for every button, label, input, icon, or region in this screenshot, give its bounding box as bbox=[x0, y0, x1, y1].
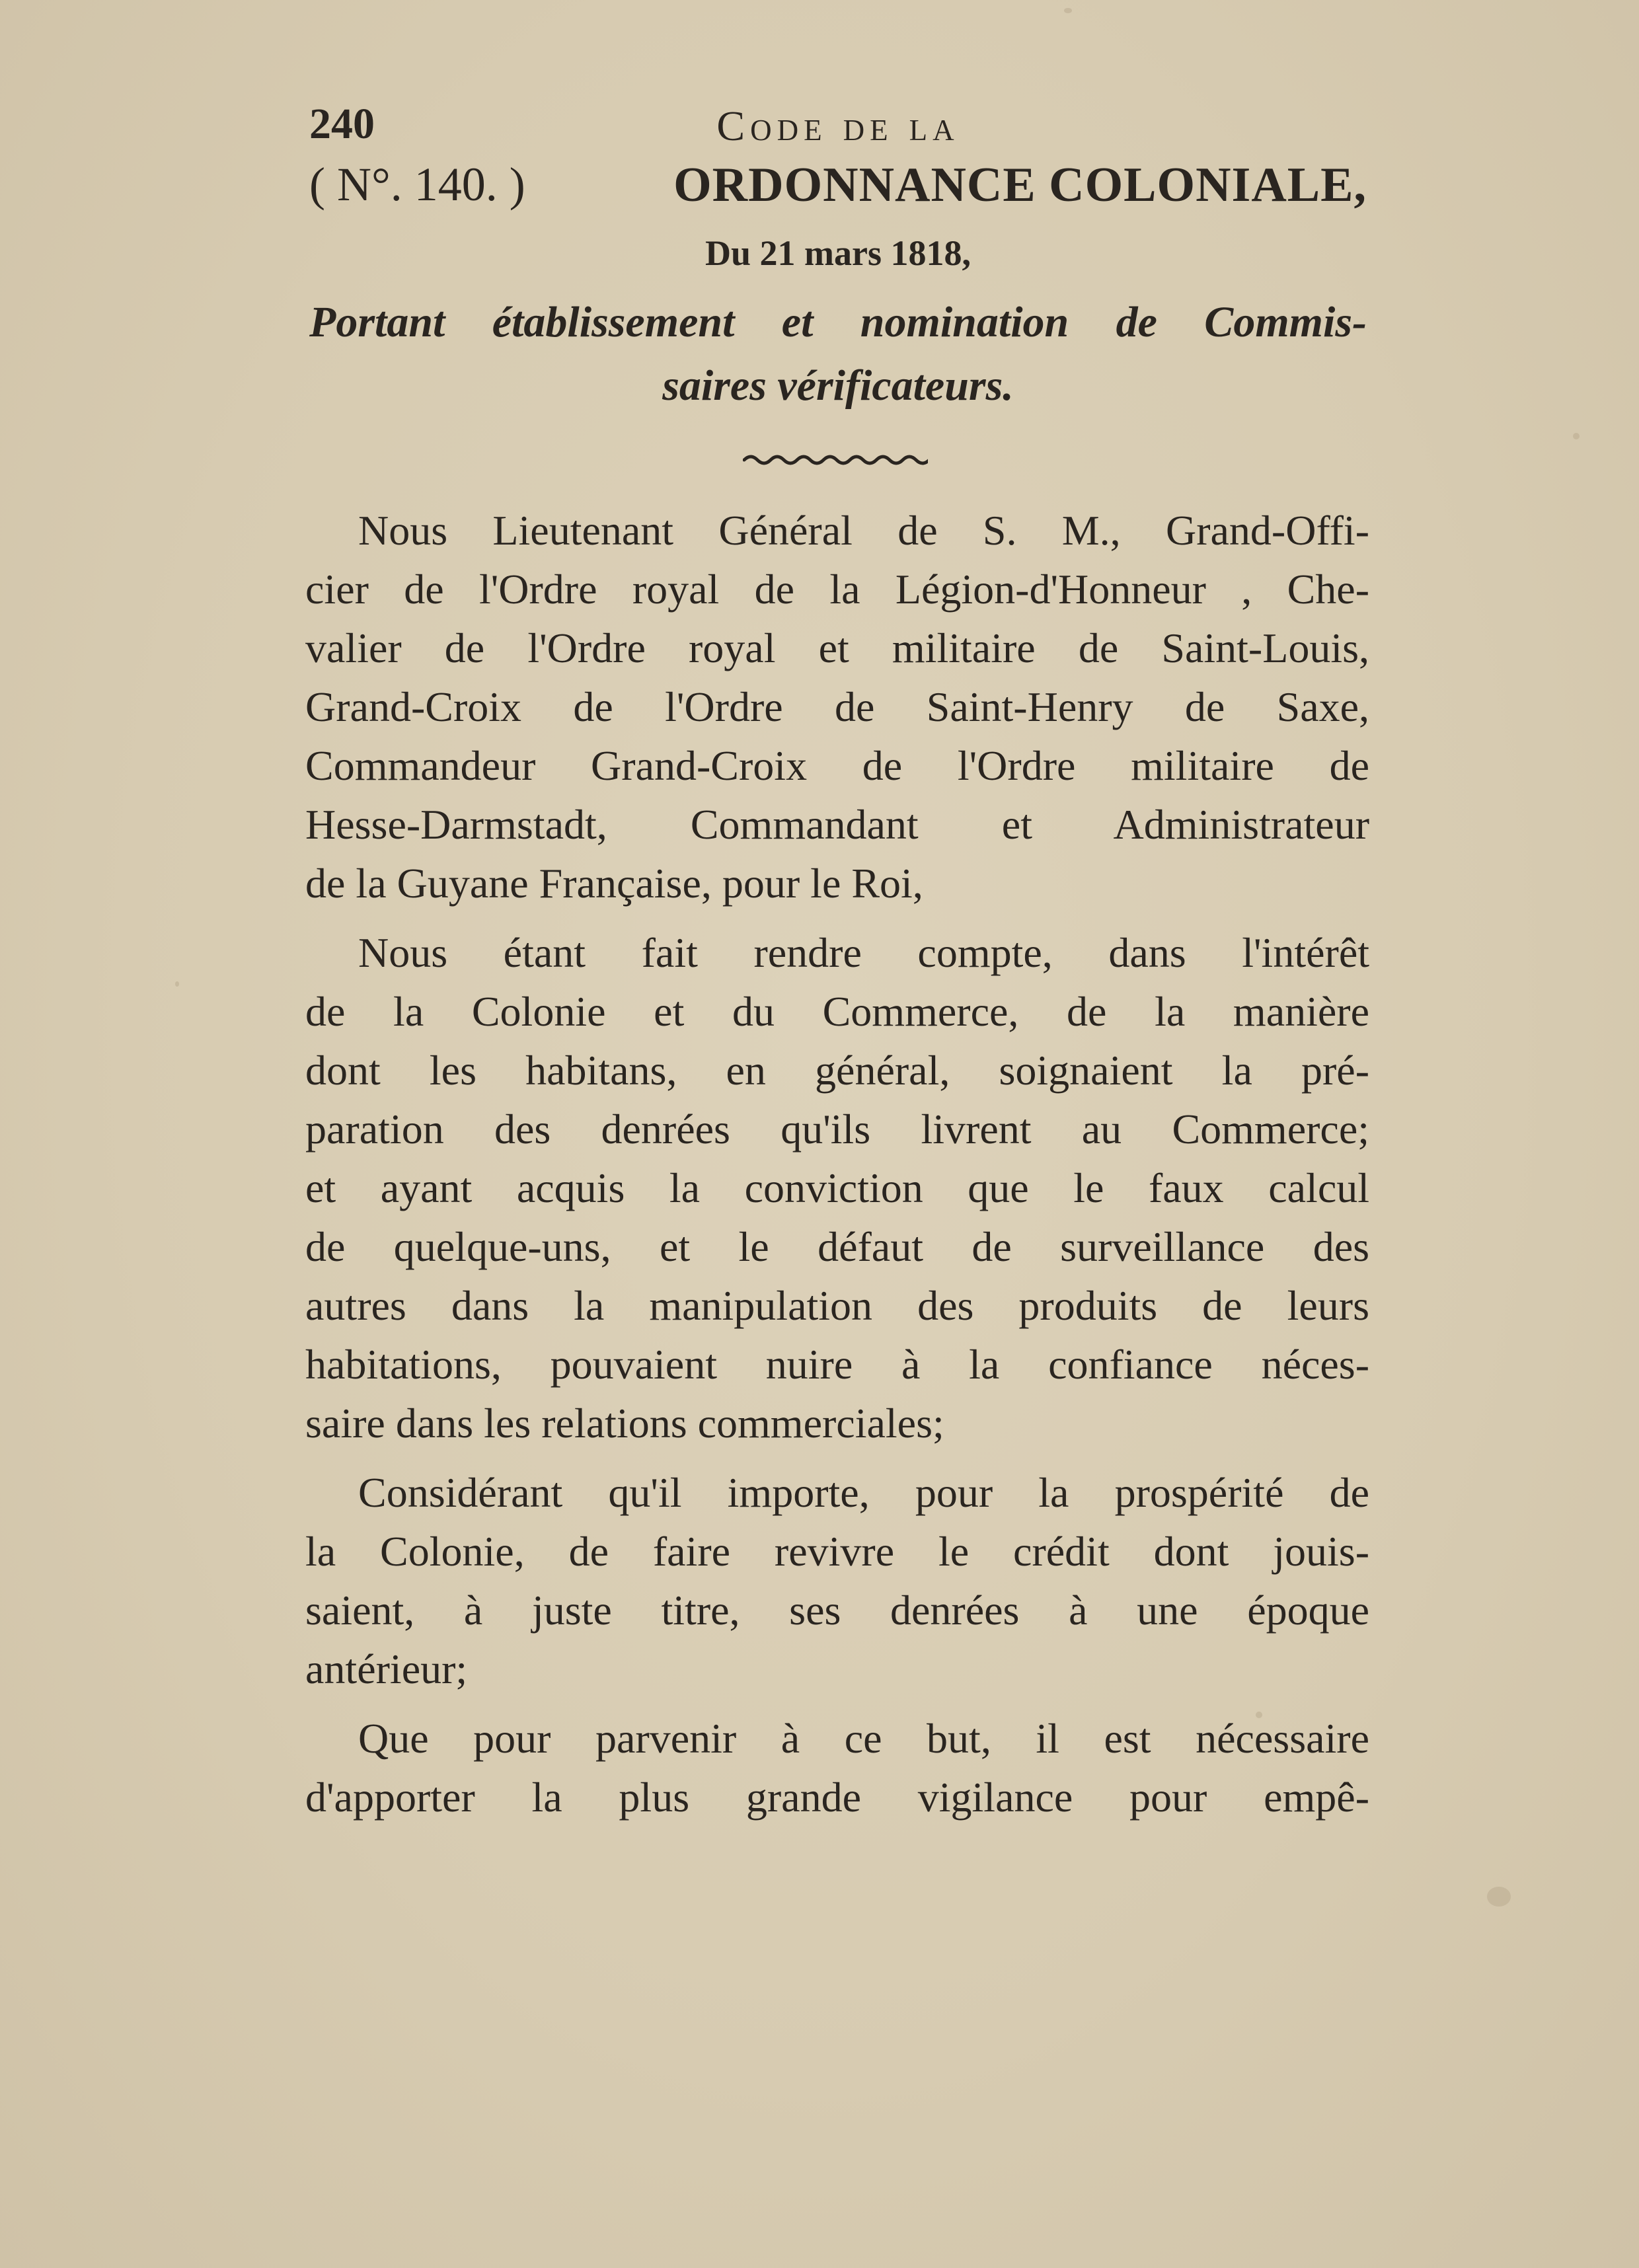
text-line: saire dans les relations commerciales; bbox=[305, 1400, 944, 1447]
paragraph-preamble bbox=[305, 501, 1369, 913]
text-line: et ayant acquis la conviction que le faux calcul bbox=[305, 1164, 1369, 1211]
text-line: d'apporter la plus grande vigilance pour empê- bbox=[305, 1774, 1369, 1821]
act-date: Du 21 mars 1818, bbox=[705, 233, 971, 273]
text-line: Commandeur Grand-Croix de l'Ordre militaire de bbox=[305, 742, 1369, 789]
act-subject-line: Portant établissement et nomination de Commis- bbox=[309, 298, 1367, 346]
running-head bbox=[309, 99, 1367, 159]
act-number: ( N°. 140. ) bbox=[309, 158, 525, 211]
text-line: Hesse-Darmstadt, Commandant et Administrateur bbox=[305, 801, 1369, 848]
page-number: 240 bbox=[309, 100, 375, 148]
text-line: Nous étant fait rendre compte, dans l'intérêt bbox=[358, 929, 1369, 976]
text-line: autres dans la manipulation des produits de leurs bbox=[305, 1282, 1369, 1329]
text-line: saient, à juste titre, ses denrées à une époque bbox=[305, 1587, 1369, 1634]
text-line: Grand-Croix de l'Ordre de Saint-Henry de Saxe, bbox=[305, 683, 1369, 730]
running-title: Code de la bbox=[716, 102, 960, 149]
text-line: Considérant qu'il importe, pour la prospérité de bbox=[358, 1469, 1369, 1516]
paragraph-considering bbox=[305, 1463, 1369, 1698]
paragraph-purpose bbox=[305, 1709, 1369, 1827]
text-line: habitations, pouvaient nuire à la confiance néces- bbox=[305, 1341, 1369, 1388]
text-line: cier de l'Ordre royal de la Légion-d'Honneur , Che- bbox=[305, 566, 1369, 613]
paper-spot bbox=[1573, 433, 1580, 439]
text-line: Nous Lieutenant Général de S. M., Grand-Offi- bbox=[358, 507, 1369, 554]
paper-spot bbox=[1064, 8, 1072, 13]
paragraph-gap bbox=[305, 913, 1369, 923]
text-line: de la Guyane Française, pour le Roi, bbox=[305, 860, 923, 907]
text-line: dont les habitans, en général, soignaient la pré- bbox=[305, 1047, 1369, 1094]
text-line: de la Colonie et du Commerce, de la manière bbox=[305, 988, 1369, 1035]
text-line: de quelque-uns, et le défaut de surveillance des bbox=[305, 1223, 1369, 1270]
paper-spot bbox=[175, 981, 179, 987]
act-heading bbox=[309, 157, 1367, 223]
text-line: la Colonie, de faire revivre le crédit dont jouis- bbox=[305, 1528, 1369, 1575]
paragraph-gap bbox=[305, 1698, 1369, 1709]
text-line: Que pour parvenir à ce but, il est nécessaire bbox=[358, 1715, 1369, 1762]
text-line: valier de l'Ordre royal et militaire de Saint-Louis, bbox=[305, 624, 1369, 671]
wavy-rule-ornament bbox=[743, 449, 928, 469]
body-text bbox=[305, 501, 1369, 1827]
paper-spot bbox=[1487, 1887, 1511, 1907]
paragraph-gap bbox=[305, 1453, 1369, 1463]
text-line: antérieur; bbox=[305, 1645, 468, 1692]
act-subject bbox=[309, 291, 1367, 418]
act-title: ORDONNANCE COLONIALE, bbox=[673, 158, 1367, 212]
act-subject-line: saires vérificateurs. bbox=[662, 361, 1014, 410]
text-line: paration des denrées qu'ils livrent au Commerce; bbox=[305, 1106, 1369, 1153]
paragraph-report bbox=[305, 923, 1369, 1453]
